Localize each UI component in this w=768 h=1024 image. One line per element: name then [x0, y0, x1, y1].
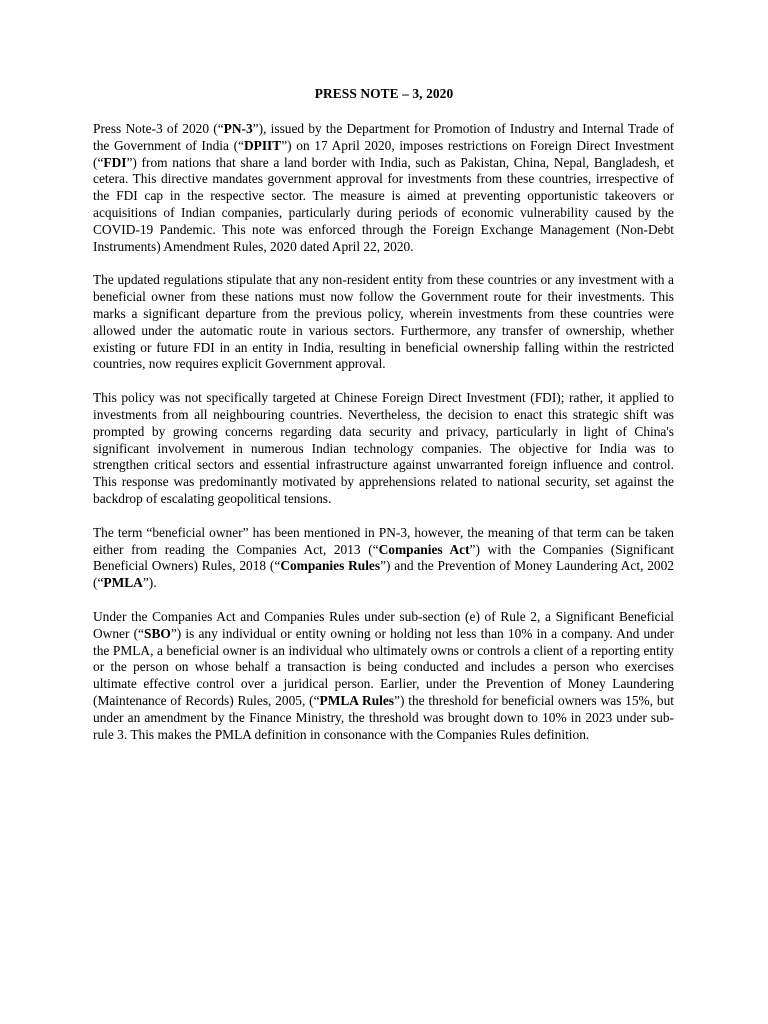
text-run: ”) is any individual or entity owning or holding not less than 10% in a company. And under the PMLA, a beneficial owner is an individual who ultimately owns or controls a client of a reporting entity or the person on whose behalf a transaction is being conducted and includes a person who exercises ultimate effective control over a juridical person. Earlier, under the Prevention of Money Laundering (Maintenance of Records) Rules, 2005, (“ — [93, 625, 674, 708]
text-run: ”) and the Prevention of Money Laundering Act, 2002 (“ — [93, 558, 674, 591]
defined-term: PN-3 — [223, 121, 253, 136]
defined-term: PMLA — [103, 575, 143, 591]
text-run: ”) on 17 April 2020, imposes restrictions on Foreign Direct Investment (“ — [93, 137, 674, 170]
defined-term: SBO — [144, 625, 171, 641]
text-run: Under the Companies Act and Companies Rules under sub-section (e) of Rule 2, a Significant Beneficial Owner (“ — [93, 608, 674, 641]
text-run: This policy was not specifically targeted at Chinese Foreign Direct Investment (FDI); rather, it applied to investments from all neighbouring countries. Nevertheless, the decision to enact this strategic shift was prompted by growing concerns regarding data security and privacy, particularly in light of China's significant involvement in numerous Indian technology companies. The objective for India was to strengthen critical sectors and essential infrastructure against unwarranted foreign influence and control. This response was predominantly motivated by apprehensions related to national security, set against the backdrop of escalating geopolitical tensions. — [93, 390, 674, 506]
defined-term: Companies Act — [378, 541, 470, 557]
text-run: The updated regulations stipulate that any non-resident entity from these countries or any investment with a beneficial owner from these nations must now follow the Government route for their investments. This marks a significant departure from the previous policy, wherein investments from these countries were allowed under the automatic route in various sectors. Furthermore, any transfer of ownership, whether existing or future FDI in an entity in India, resulting in beneficial ownership falling within the restricted countries, now requires explicit Government approval. — [93, 272, 674, 372]
page-title: PRESS NOTE – 3, 2020 — [314, 86, 454, 101]
paragraph-pn3-intro — [93, 121, 674, 255]
defined-term: PMLA Rules — [319, 692, 395, 708]
text-run: ”) from nations that share a land border with India, such as Pakistan, China, Nepal, Bangladesh, et cetera. This directive mandates government approval for investments from these countries, irrespective of the FDI cap in the respective sector. The measure is aimed at preventing opportunistic takeovers or acquisitions of Indian companies, particularly during periods of economic vulnerability caused by the COVID-19 Pandemic. This note was enforced through the Foreign Exchange Management (Non-Debt Instruments) Amendment Rules, 2020 dated April 22, 2020. — [93, 154, 674, 254]
paragraph-sbo-definition — [93, 609, 674, 743]
text-run: ”) with the Companies (Significant Beneficial Owners) Rules, 2018 (“ — [93, 541, 674, 574]
defined-term: Companies Rules — [280, 558, 381, 574]
document-body — [93, 121, 674, 760]
defined-term: DPIIT — [243, 137, 282, 153]
paragraph-updated-regulations — [93, 272, 674, 373]
text-run: ”). — [142, 575, 157, 591]
text-run: ”) the threshold for beneficial owners was 15%, but under an amendment by the Finance Ministry, the threshold was brought down to 10% in 2023 under sub-rule 3. This makes the PMLA definition in consonance with the Companies Rules definition. — [93, 692, 674, 742]
defined-term: FDI — [103, 154, 127, 170]
text-run: ”), issued by the Department for Promotion of Industry and Internal Trade of the Government of India (“ — [93, 121, 674, 153]
text-run: The term “beneficial owner” has been mentioned in PN-3, however, the meaning of that term can be taken either from reading the Companies Act, 2013 (“ — [93, 524, 674, 557]
paragraph-policy-target — [93, 390, 674, 508]
text-run: Press Note-3 of 2020 (“ — [93, 121, 224, 136]
paragraph-beneficial-owner-term — [93, 525, 674, 592]
